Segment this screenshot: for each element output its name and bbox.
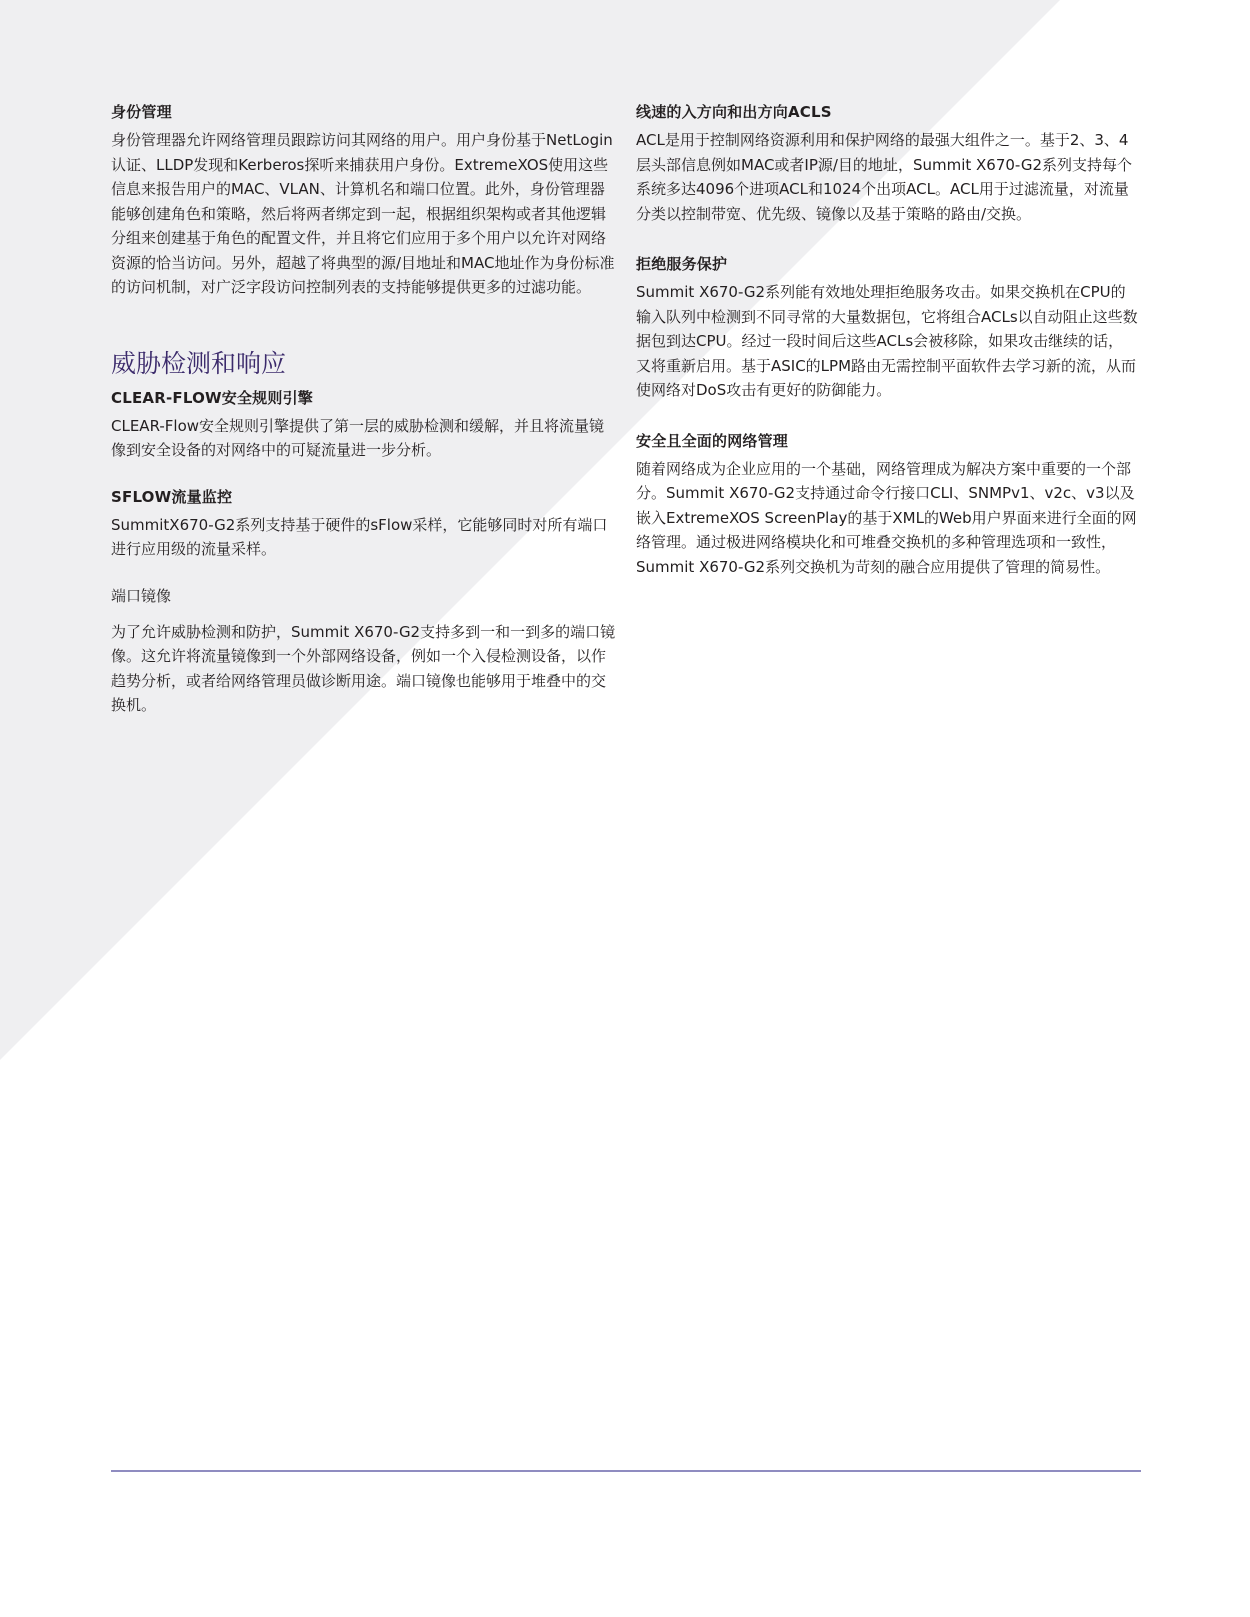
- identity-heading: 身份管理: [111, 103, 172, 121]
- clearflow-body: CLEAR-Flow安全规则引擎提供了第一层的威胁检测和缓解，并且将流量镜像到安全设备的对网络中的可疑流量进一步分析。: [111, 416, 605, 459]
- mgmt-section: [636, 429, 1138, 580]
- mirroring-heading: 端口镜像: [111, 586, 172, 605]
- dos-body: Summit X670-G2系列能有效地处理拒绝服务攻击。如果交换机在CPU的输入队列中检测到不同寻常的大量数据包，它将组合ACLs以自动阻止这些数据包到达CPU。经过一段时间后这些ACLs会被移除，如果攻击继续的话，又将重新启用。基于ASIC的LPM路由无需控制平面软件去学习新的流，从而使网络对DoS攻击有更好的防御能力。: [636, 283, 1138, 399]
- clearflow-heading: CLEAR-FLOW安全规则引擎: [111, 388, 313, 407]
- sflow-body: SummitX670-G2系列支持基于硬件的sFlow采样，它能够同时对所有端口进行应用级的流量采样。: [111, 515, 608, 558]
- acls-body: ACL是用于控制网络资源利用和保护网络的最强大组件之一。基于2、3、4层头部信息例如MAC或者IP源/目的地址，Summit X670-G2系列支持每个系统多达4096个进项ACL和1024个出项ACL。ACL用于过滤流量，对流量分类以控制带宽、优先级、镜像以及基于策略的路由/交换。: [636, 131, 1133, 223]
- clearflow-section: [111, 386, 619, 463]
- dos-section: [636, 252, 1138, 403]
- right-column: [636, 100, 1138, 579]
- identity-body: 身份管理器允许网络管理员跟踪访问其网络的用户。用户身份基于NetLogin认证、LLDP发现和Kerberos探听来捕获用户身份。ExtremeXOS使用这些信息来报告用户的MAC、VLAN、计算机名和端口位置。此外，身份管理器能够创建角色和策略，然后将两者绑定到一起，根据组织架构或者其他逻辑分组来创建基于角色的配置文件，并且将它们应用于多个用户以允许对网络资源的恰当访问。另外，超越了将典型的源/目地址和MAC地址作为身份标准的访问机制，对广泛字段访问控制列表的支持能够提供更多的过滤功能。: [111, 131, 615, 296]
- mirroring-body: 为了允许威胁检测和防护，Summit X670-G2支持多到一和一到多的端口镜像。这允许将流量镜像到一个外部网络设备，例如一个入侵检测设备，以作趋势分析，或者给网络管理员做诊断用途。端口镜像也能够用于堆叠中的交换机。: [111, 622, 616, 714]
- sflow-heading: SFLOW流量监控: [111, 487, 233, 506]
- footer-rule: [111, 1470, 1141, 1472]
- sflow-section: [111, 485, 619, 562]
- acls-heading: 线速的入方向和出方向ACLS: [636, 103, 832, 121]
- mgmt-heading: 安全且全面的网络管理: [636, 431, 789, 450]
- dos-heading: 拒绝服务保护: [636, 255, 728, 273]
- mgmt-body: 随着网络成为企业应用的一个基础，网络管理成为解决方案中重要的一个部分。Summit X670-G2支持通过命令行接口CLI、SNMPv1、v2c、v3以及嵌入ExtremeXOS ScreenPlay的基于XML的Web用户界面来进行全面的网络管理。通过极进网络模块化和可堆叠交换机的多种管理选项和一致性，Summit X670-G2系列交换机为苛刻的融合应用提供了管理的简易性。: [636, 459, 1137, 576]
- threat-section-title: 威胁检测和响应: [111, 348, 287, 378]
- identity-section: [111, 100, 619, 300]
- left-column: [111, 100, 619, 718]
- acls-section: [636, 100, 1138, 226]
- mirroring-section: [111, 584, 619, 718]
